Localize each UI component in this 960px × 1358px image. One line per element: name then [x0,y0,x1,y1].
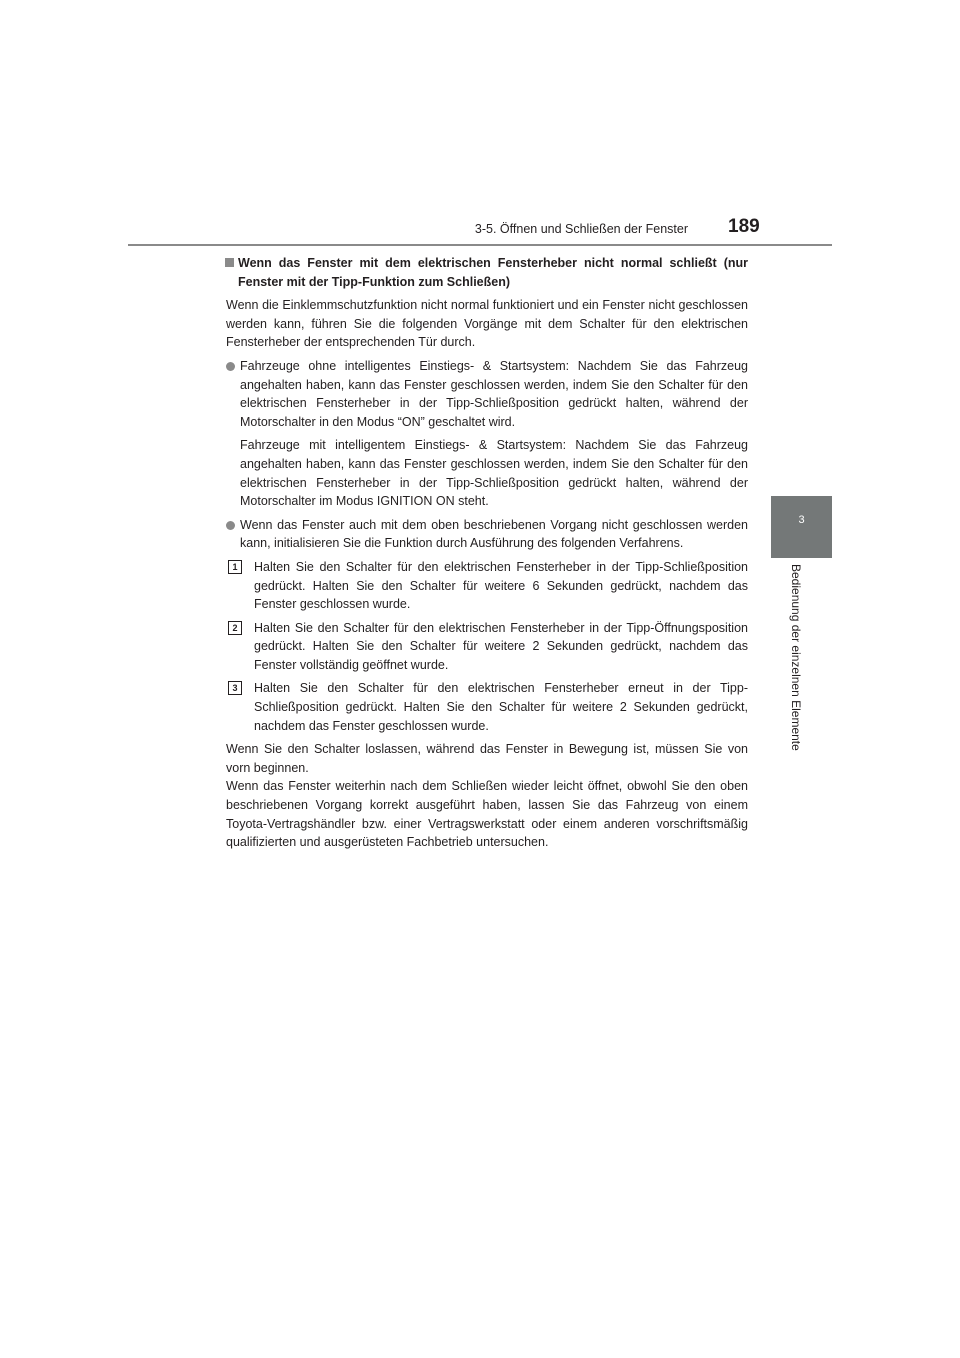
step-item [226,619,748,675]
circle-bullet-icon [226,362,235,371]
section-title: 3-5. Öffnen und Schließen der Fenster [474,222,688,236]
step-item [226,558,748,614]
intro-paragraph: Wenn die Einklemmschutzfunktion nicht normal funktioniert und ein Fenster nicht geschlossen werden kann, führen Sie die folgenden Vorgänge mit dem Schalter für den elektrischen Fensterheber der entsprechenden Tür durch. [226,298,748,350]
step-number-box: 3 [228,681,242,695]
circle-bullet-icon [226,521,235,530]
bullet-text: Fahrzeuge ohne intelligentes Einstiegs- & Startsystem: Nachdem Sie das Fahrzeug angehalten haben, kann das Fenster geschlossen werden, indem Sie den Schalter für den elektrischen Fensterheber in der Tipp-Schließposition gedrückt halten, während der Motorschalter in den Modus “ON” geschaltet wird. [240,358,748,429]
chapter-tab [771,496,832,558]
chapter-number: 3 [798,514,805,526]
header-divider [128,244,832,246]
section-heading [226,254,748,291]
step-item [226,679,748,735]
step-text: Halten Sie den Schalter für den elektrischen Fensterheber erneut in der Tipp-Schließposition gedrückt. Halten Sie den Schalter für weitere 2 Sekunden gedrückt, nachdem das Fenster geschlossen wurde. [254,681,748,733]
note-paragraph: Wenn das Fenster weiterhin nach dem Schließen wieder leicht öffnet, obwohl Sie den oben beschriebenen Vorgang korrekt ausgeführt haben, lassen Sie das Fahrzeug von einem Toyota-Vertragshändler bzw. einer Vertragswerkstatt oder einem anderen vorschriftsmäßig qualifizierten und ausgerüsteten Fachbetrieb untersuchen. [226,779,748,850]
section-heading-text: Wenn das Fenster mit dem elektrischen Fensterheber nicht normal schließt (nur Fenster mit der Tipp-Funktion zum Schließen) [238,256,748,289]
step-number-box: 1 [228,560,242,574]
bullet-continuation: Fahrzeuge mit intelligentem Einstiegs- & Startsystem: Nachdem Sie das Fahrzeug angehalten haben, kann das Fenster geschlossen werden, indem Sie den Schalter für den elektrischen Fensterheber in der Tipp-Schließposition gedrückt halten, während der Motorschalter im Modus IGNITION ON steht. [240,438,748,509]
bullet-item [226,357,748,431]
bullet-item [226,516,748,553]
chapter-label: Bedienung der einzelnen Elemente [789,564,803,751]
step-text: Halten Sie den Schalter für den elektrischen Fensterheber in der Tipp-Schließposition gedrückt. Halten Sie den Schalter für weitere 6 Sekunden gedrückt, nachdem das Fenster geschlossen wurde. [254,559,748,612]
step-text: Halten Sie den Schalter für den elektrischen Fensterheber in der Tipp-Öffnungsposition gedrückt. Halten Sie den Schalter für weitere 2 Sekunden gedrückt, nachdem das Fenster vollständig geöffnet wurde. [254,620,748,672]
main-content [226,254,748,852]
bullet-text: Wenn das Fenster auch mit dem oben beschriebenen Vorgang nicht geschlossen werden kann, initialisieren Sie die Funktion durch Ausführung des folgenden Verfahrens. [240,517,748,551]
square-bullet-icon [225,258,234,267]
page-number: 189 [728,216,760,237]
step-number-box: 2 [228,621,242,635]
note-paragraph: Wenn Sie den Schalter loslassen, während das Fenster in Bewegung ist, müssen Sie von vorn beginnen. [226,742,748,775]
